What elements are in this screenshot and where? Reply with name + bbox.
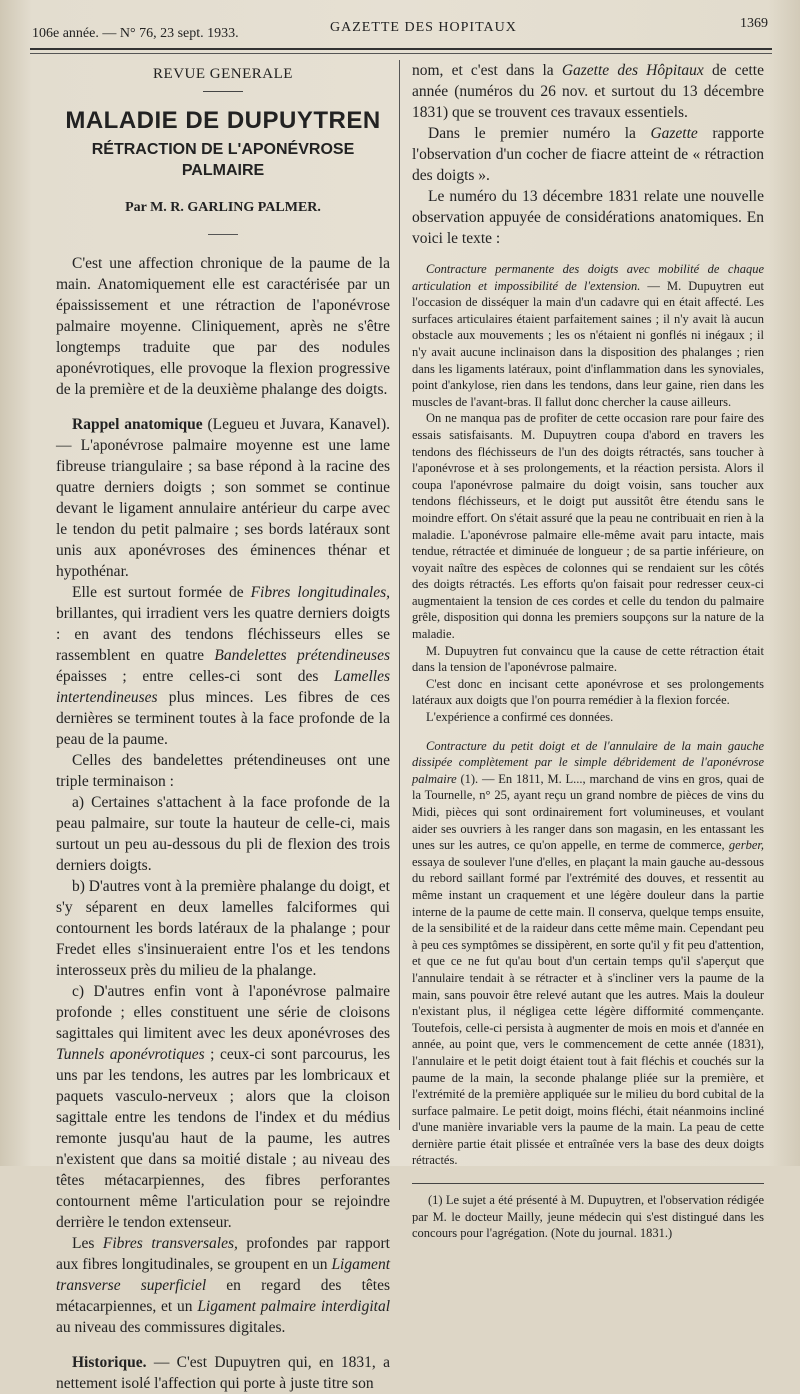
footnote: (1) Le sujet a été présenté à M. Dupuytren, et l'observation rédigée par M. le docteur Mailly, jeune médecin qui s'est distingué dans les concours pour l'agrégation. (Note du journal. 1831.) — [412, 1193, 764, 1241]
quoted-text — [412, 261, 764, 1169]
quote-paragraph-4: C'est donc en incisant cette aponévrose et ses prolongements latéraux aux doigts que l'on pourra remédier à la flexion forcée. — [412, 676, 764, 708]
quote-paragraph-1: Contracture permanente des doigts avec mobilité de chaque articulation et impossibilité de l'extension. — M. Dupuytren eut l'occasion de disséquer la main d'un cadavre qui en était affecté. Les surfaces articulaires étaient parfaitement saines ; il n'y avait là aucun obstacle aux mouvements ; les os n'étaient ni gonflés ni inégaux ; il n'y avait aucune inclinaison dans la disposition des phalanges ; rien dans les ligaments latéraux, point d'inflammation dans les synoviales, point d'ankylose, rien dans les tendons, dans leur gaine, rien dans les muscles de l'avant-bras. Il fallut donc chercher la cause ailleurs. — [412, 262, 764, 409]
header-rule-thin — [30, 53, 772, 54]
article-title: MALADIE DE DUPUYTREN — [65, 107, 381, 134]
item-a: a) Certaines s'attachent à la face profonde de la peau palmaire, sur toute la hauteur de celle-ci, mais surtout un peu au-dessous du pli de flexion des trois derniers doigts. — [56, 794, 390, 874]
terminaison-paragraph: Celles des bandelettes prétendineuses ont une triple terminaison : — [56, 752, 390, 790]
quote-paragraph-2: On ne manqua pas de profiter de cette occasion rare pour faire des essais satisfaisants. M. Dupuytren coupa d'abord en travers les tendons des fléchisseurs de l'un des doigts rétractés, sans toucher à l'aponévrose et à ses prolongements, et la réaction persista. Alors il coupa l'aponévrose palmaire du doigt voisin, sans toucher aux tendons fléchisseurs, et le doigt put aussitôt être étendu sans le moindre effort. On s'était assuré que la peau ne contribuait en rien à la maladie. L'aponévrose palmaire elle-même avait paru intacte, mais tendue, rétractée et diminuée de longueur ; de sa partie inférieure, on voyait naître des espèces de colonnes qui se rendaient sur les côtés des doigts rétractés. Les efforts qu'on faisait pour redresser ceux-ci augmentaient la tension de ces cordes et celle du tendon du palmaire grêle, disposition qui donna les premiers soupçons sur la nature de la maladie. — [412, 411, 764, 642]
quote-paragraph-6: Contracture du petit doigt et de l'annulaire de la main gauche dissipée complètement par le simple débridement de l'aponévrose palmaire (1). — En 1811, M. L..., marchand de vins en gros, quai de la Tournelle, n° 25, ayant reçu un grand nombre de pièces de vins du Midi, pièces qui sont ordinairement fort volumineuses, et voulant aider ses ouvriers à les ranger dans son magasin, en les entassant les unes sur les autres, ce qu'on appelle, en terme de commerce, gerber, essaya de soulever l'une d'elles, en plaçant la main gauche au-dessous du rebord saillant formé par l'extrémité des douves, et ressentit au même instant un craquement et une légère douleur dans la partie interne de la paume de cette main. Il conserva, quelque temps ensuite, de la sensibilité et de la raideur dans cette même main. Cependant peu à peu ces symptômes se dissipèrent, en sorte qu'il y fit peu d'attention, et que ce ne fut qu'au bout d'un certain temps qu'il s'aperçut que l'annulaire tendait à se rétracter et à s'incliner vers la paume de la main, sans pouvoir être relevé autant que les autres. Mais la douleur n'existant plus, il négligea cette légère difformité commençante. Toutefois, celle-ci persista à augmenter de mois en mois et d'année en année, au point que, vers le commencement de cette année (1831), l'annulaire et le petit doigt étaient tout à fait fléchis et couchés sur la paume de la main, la seconde phalange pliée sur la première, et l'extrémité de la première appliquée sur le milieu du bord cubital de la surface palmaire. Le petit doigt, moins fléchi, était néanmoins incliné d'une manière invariable vers la paume de la main. La peau de cette dernière partie était plissée et entraînée vers la base des deux doigts rétractés. — [412, 738, 764, 1168]
article-subtitle: RÉTRACTION DE L'APONÉVROSE PALMAIRE — [91, 141, 355, 179]
section-label: REVUE GENERALE — [153, 66, 293, 82]
december-paragraph: Le numéro du 13 décembre 1831 relate une nouvelle observation appuyée de considérations anatomiques. En voici le texte : — [412, 188, 764, 247]
article-author: Par M. R. GARLING PALMER. — [125, 200, 321, 215]
issue-info: 106e année. — N° 76, 23 sept. 1933. — [32, 26, 239, 41]
column-divider — [399, 60, 400, 1130]
intro-paragraph: C'est une affection chronique de la paume de la main. Anatomiquement elle est caractérisée par un épaississement et une rétraction de l'aponévrose palmaire moyenne. Cliniquement, après ne s'être longtemps traduite que par des nodules aponévrotiques, elle provoque la flexion progressive de la première et de la deuxième phalange des doigts. — [56, 255, 390, 398]
quote-paragraph-3: M. Dupuytren fut convaincu que la cause de cette rétraction était dans la tension de l'aponévrose palmaire. — [412, 643, 764, 675]
item-c: c) D'autres enfin vont à l'aponévrose palmaire profonde ; elles constituent une série de cloisons sagittales qui limitent avec les deux aponévroses des Tunnels aponévrotiques ; ceux-ci sont parcourus, les uns par les tendons, les autres par les lombricaux et paquets vasculo-nerveux ; alors que la cloison sagittale entre les tendons de l'index et du médius remonte jusqu'au haut de la paume, les autres n'existent que dans sa moitié distale ; au niveau des têtes métacarpiennes, des fibres perforantes contournent même l'articulation pour se rejoindre derrière le tendon extenseur. — [56, 983, 390, 1231]
history-heading: Historique. — [72, 1354, 147, 1371]
quote-paragraph-5: L'expérience a confirmé ces données. — [426, 710, 614, 725]
header-rule — [30, 48, 772, 50]
item-b: b) D'autres vont à la première phalange du doigt, et s'y séparent en deux lamelles falciformes qui contournent les bords latéraux de la phalange ; pour Fredet elles s'insinueraient entre l'os et les tendons interosseux près du milieu de la phalange. — [56, 878, 390, 979]
first-issue-paragraph: Dans le premier numéro la Gazette rapporte l'observation d'un cocher de fiacre atteint de « rétraction des doigts ». — [412, 125, 764, 184]
right-column — [412, 60, 764, 1242]
anatomy-heading: Rappel anatomique — [72, 416, 203, 433]
section-rule — [203, 91, 243, 92]
anatomy-paragraph: Rappel anatomique (Legueu et Juvara, Kanavel). — L'aponévrose palmaire moyenne est une lame fibreuse triangulaire ; sa base répond à la racine des quatre derniers doigts ; son sommet se continue devant le ligament annulaire antérieur du carpe avec le tendon du petit palmaire ; ses bords latéraux sont unis aux aponévroses des éminences thénar et hypothénar. — [56, 416, 390, 580]
left-column — [56, 60, 390, 1394]
transverse-paragraph: Les Fibres transversales, profondes par rapport aux fibres longitudinales, se groupent en un Ligament transverse superficiel en regard des têtes métacarpiennes, et un Ligament palmaire interdigital au niveau des commissures digitales. — [56, 1235, 391, 1336]
footnote-rule — [412, 1183, 764, 1184]
page-header — [30, 14, 772, 42]
journal-name: GAZETTE DES HOPITAUX — [330, 20, 517, 35]
author-rule — [208, 234, 238, 235]
continuation-paragraph: nom, et c'est dans la Gazette des Hôpitaux de cette année (numéros du 26 nov. et surtout du 13 décembre 1831) que se trouvent ces travaux essentiels. — [412, 62, 764, 121]
page-number: 1369 — [740, 16, 768, 31]
history-paragraph: Historique. — C'est Dupuytren qui, en 1831, a nettement isolé l'affection qui porte à juste titre son — [56, 1354, 390, 1392]
fibres-paragraph: Elle est surtout formée de Fibres longitudinales, brillantes, qui irradient vers les quatre derniers doigts : en avant des tendons fléchisseurs elles se rassemblent en quatre Bandelettes prétendineuses épaisses ; entre celles-ci sont des Lamelles intertendineuses plus minces. Les fibres de ces dernières se terminent toutes à la face profonde de la peau de la paume. — [56, 584, 390, 748]
